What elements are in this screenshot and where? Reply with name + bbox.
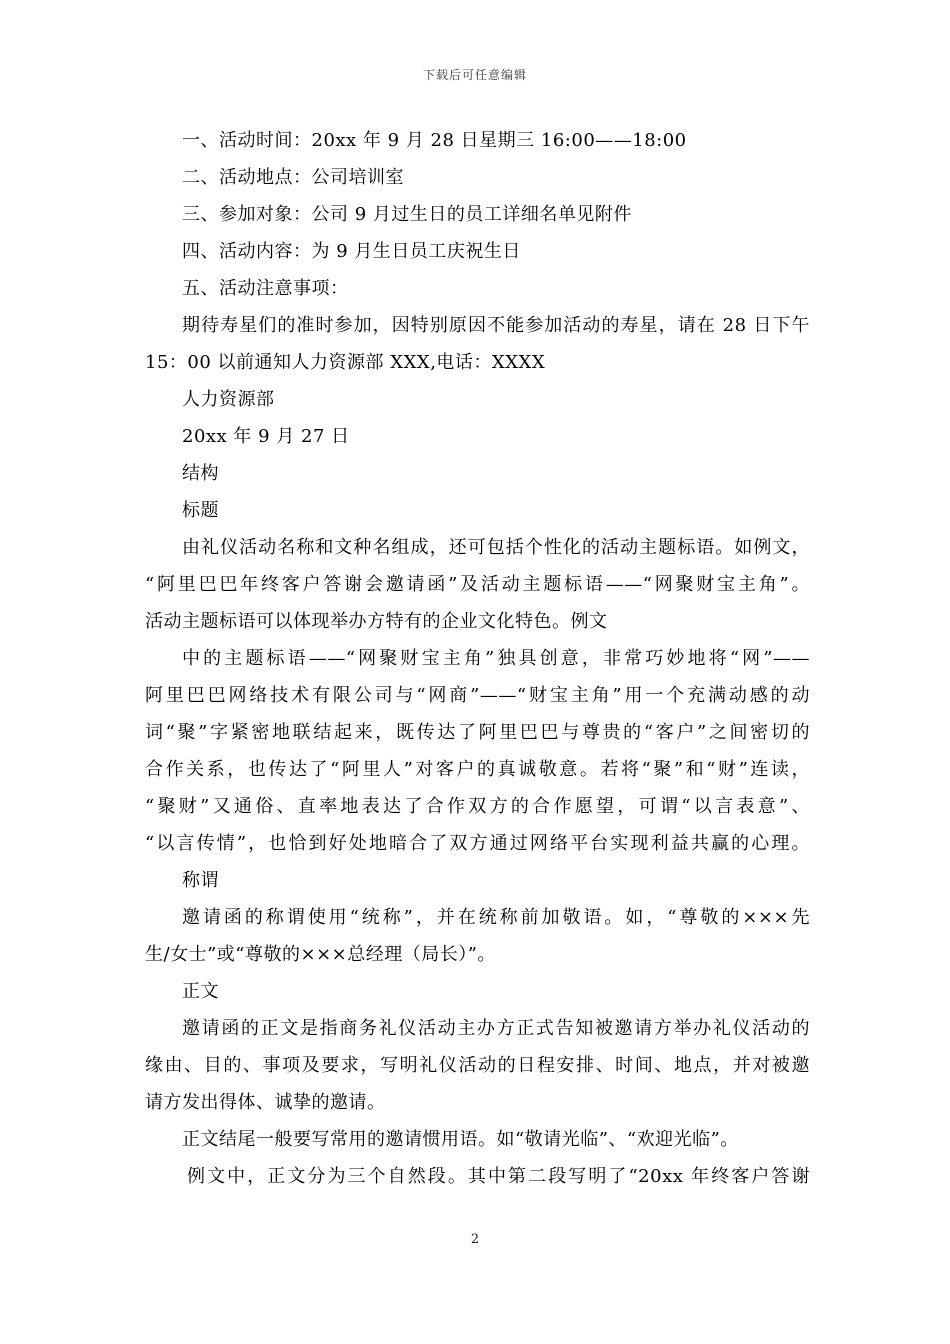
text-line: 词“聚”字紧密地联结起来，既传达了阿里巴巴与尊贵的“客户”之间密切的 xyxy=(145,722,810,743)
text-line: 例文中，正文分为三个自然段。其中第二段写明了“20xx 年终客户答谢 xyxy=(187,1166,810,1187)
text-line: 活动主题标语可以体现举办方特有的企业文化特色。例文 xyxy=(145,611,608,632)
text-line: 标题 xyxy=(182,500,219,521)
text-line: 由礼仪活动名称和文种名组成，还可包括个性化的活动主题标语。如例文， xyxy=(182,537,810,558)
text-line: “以言传情”，也恰到好处地暗合了双方通过网络平台实现利益共赢的心理。 xyxy=(145,833,810,854)
text-line: 20xx 年 9 月 27 日 xyxy=(182,426,350,447)
text-line: 正文结尾一般要写常用的邀请惯用语。如“敬请光临”、“欢迎光临”。 xyxy=(182,1129,739,1150)
text-line: 中的主题标语——“网聚财宝主角”独具创意，非常巧妙地将“网”—— xyxy=(182,648,810,669)
text-line: 合作关系，也传达了“阿里人”对客户的真诚敬意。若将“聚”和“财”连读， xyxy=(145,759,810,780)
text-line: 15：00 以前通知人力资源部 XXX,电话：XXXX xyxy=(145,352,546,373)
text-line: 生/女士”或“尊敬的×××总经理（局长）”。 xyxy=(145,944,496,965)
text-line: 四、活动内容：为 9 月生日员工庆祝生日 xyxy=(182,241,521,262)
text-line: 一、活动时间：20xx 年 9 月 28 日星期三 16:00——18:00 xyxy=(182,130,687,151)
text-line: 人力资源部 xyxy=(182,389,275,410)
text-line: 缘由、目的、事项及要求，写明礼仪活动的日程安排、时间、地点，并对被邀 xyxy=(145,1055,810,1076)
text-line: 邀请函的称谓使用“统称”，并在统称前加敬语。如，“尊敬的×××先 xyxy=(182,907,810,928)
text-line: 三、参加对象：公司 9 月过生日的员工详细名单见附件 xyxy=(182,204,632,225)
text-line: 结构 xyxy=(182,463,219,484)
page-number: 2 xyxy=(470,1232,480,1247)
text-line: 五、活动注意事项： xyxy=(182,278,349,299)
text-line: 称谓 xyxy=(182,870,219,891)
document-body xyxy=(145,122,810,1195)
text-line: “阿里巴巴年终客户答谢会邀请函”及活动主题标语——“网聚财宝主角”。 xyxy=(145,574,810,595)
text-line: 阿里巴巴网络技术有限公司与“网商”——“财宝主角”用一个充满动感的动 xyxy=(145,685,810,706)
text-line: 请方发出得体、诚挚的邀请。 xyxy=(145,1092,386,1113)
text-line: 期待寿星们的准时参加，因特别原因不能参加活动的寿星，请在 28 日下午 xyxy=(182,315,810,336)
page-header: 下载后可任意编辑 xyxy=(422,68,527,82)
text-line: 邀请函的正文是指商务礼仪活动主办方正式告知被邀请方举办礼仪活动的 xyxy=(182,1018,810,1039)
text-line: 二、活动地点：公司培训室 xyxy=(182,167,404,188)
text-line: 正文 xyxy=(182,981,219,1002)
text-line: “聚财”又通俗、直率地表达了合作双方的合作愿望，可谓“以言表意”、 xyxy=(145,796,810,817)
